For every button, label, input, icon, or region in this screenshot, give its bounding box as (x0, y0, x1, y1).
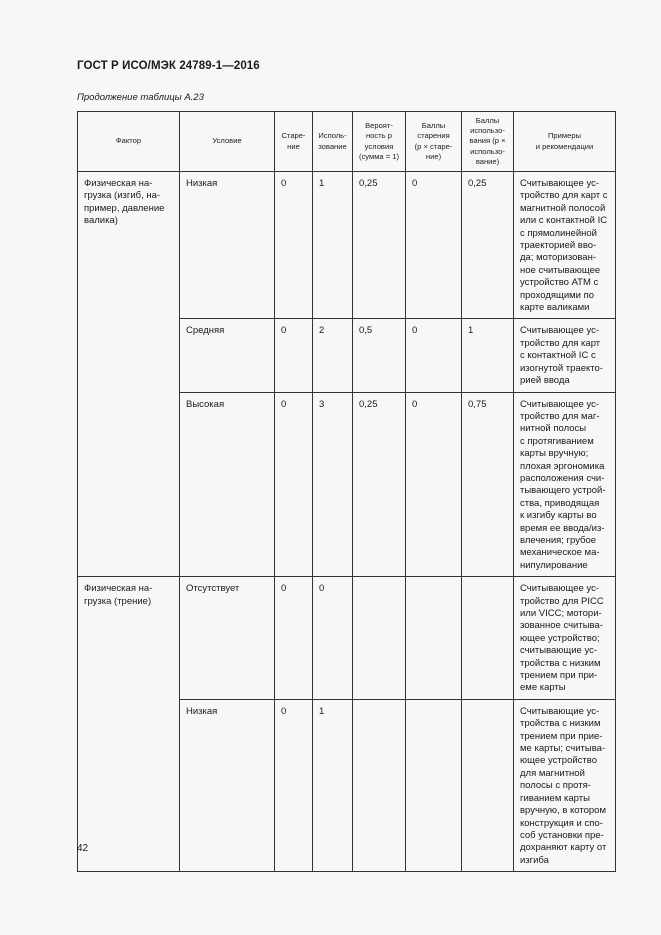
aging-cell: 0 (275, 319, 313, 392)
usage-cell: 1 (313, 699, 353, 871)
table-caption: Продолжение таблицы А.23 (77, 92, 204, 103)
aging-cell: 0 (275, 699, 313, 871)
probability-cell: 0,25 (353, 392, 406, 577)
examples-cell: Считывающее ус- тройство для маг- нитной полосы с протягиванием карты вручную; плохая эргономика расположения счи- тывающего устрой- ства, приводящая к изгибу карты во время ее ввода/из- влечения; грубое механическое ма- нипулирование (514, 392, 616, 577)
column-header-aging: Старе- ние (275, 112, 313, 172)
probability-cell: 0,5 (353, 319, 406, 392)
condition-cell: Низкая (180, 699, 275, 871)
examples-cell: Считывающее ус- тройство для PICC или VICC; мотори- зованное считыва- ющее устройство; считывающие ус- тройства с низким трением при при- еме карты (514, 577, 616, 700)
table-row (78, 577, 616, 700)
usage-score-cell (462, 699, 514, 871)
examples-cell: Считывающие ус- тройства с низким трением при прие- ме карты; считыва- ющее устройство для магнитной полосы с протя- гиванием карты вручную, в котором конструкция и спо- соб установки пре- дохраняют карту от изгиба (514, 699, 616, 871)
column-header-examples: Примеры и рекомендации (514, 112, 616, 172)
usage-score-cell (462, 577, 514, 700)
usage-cell: 0 (313, 577, 353, 700)
condition-cell: Высокая (180, 392, 275, 577)
table-row (78, 172, 616, 319)
aging-score-cell (406, 577, 462, 700)
examples-cell: Считывающее ус- тройство для карт с контактной IC с изогнутой траекто- рией ввода (514, 319, 616, 392)
factor-cell: Физическая на- грузка (изгиб, на- пример, давление валика) (78, 172, 180, 577)
aging-score-cell: 0 (406, 392, 462, 577)
aging-score-cell: 0 (406, 319, 462, 392)
aging-cell: 0 (275, 577, 313, 700)
column-header-usage-score: Баллы использо- вания (p × использо- вание) (462, 112, 514, 172)
column-header-factor: Фактор (78, 112, 180, 172)
examples-cell: Считывающее ус- тройство для карт с магнитной полосой или с контактной IC с прямолинейной траекторией вво- да; моторизован- ное считывающее устройство АТМ с проходящими по карте валиками (514, 172, 616, 319)
column-header-condition: Условие (180, 112, 275, 172)
condition-cell: Отсутствует (180, 577, 275, 700)
aging-cell: 0 (275, 392, 313, 577)
column-header-usage: Исполь- зование (313, 112, 353, 172)
probability-cell (353, 699, 406, 871)
usage-cell: 3 (313, 392, 353, 577)
column-header-probability: Вероят- ность p условия (сумма = 1) (353, 112, 406, 172)
column-header-aging-score: Баллы старения (p × старе- ние) (406, 112, 462, 172)
factor-cell: Физическая на- грузка (трение) (78, 577, 180, 872)
usage-score-cell: 1 (462, 319, 514, 392)
aging-cell: 0 (275, 172, 313, 319)
condition-cell: Низкая (180, 172, 275, 319)
page-number: 42 (77, 843, 89, 854)
aging-score-cell (406, 699, 462, 871)
probability-cell: 0,25 (353, 172, 406, 319)
usage-cell: 1 (313, 172, 353, 319)
aging-score-cell: 0 (406, 172, 462, 319)
document-title: ГОСТ Р ИСО/МЭК 24789-1—2016 (77, 60, 260, 72)
data-table (77, 111, 616, 872)
usage-cell: 2 (313, 319, 353, 392)
condition-cell: Средняя (180, 319, 275, 392)
table-header-row (78, 112, 616, 172)
usage-score-cell: 0,75 (462, 392, 514, 577)
usage-score-cell: 0,25 (462, 172, 514, 319)
probability-cell (353, 577, 406, 700)
